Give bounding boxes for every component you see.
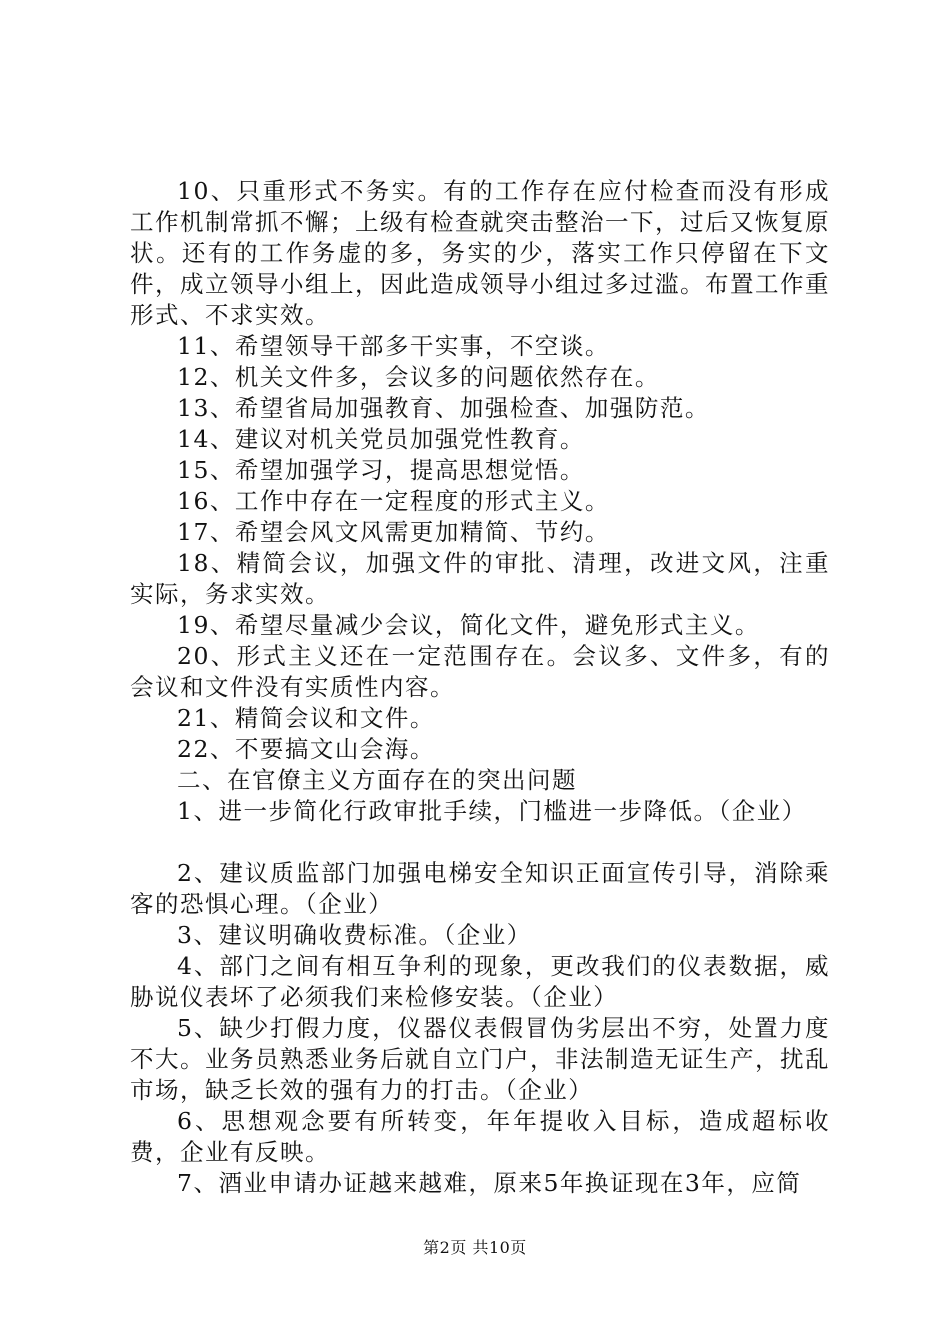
- paragraph-item-13: 13、希望省局加强教育、加强检查、加强防范。: [177, 394, 710, 422]
- paragraph-item-16: 16、工作中存在一定程度的形式主义。: [177, 487, 610, 515]
- paragraph-item-15: 15、希望加强学习，提高思想觉悟。: [177, 456, 585, 484]
- document-body: [130, 176, 830, 1199]
- paragraph-item-14: 14、建议对机关党员加强党性教育。: [177, 425, 585, 453]
- paragraph-item-b4: 4、部门之间有相互争利的现象，更改我们的仪表数据，威胁说仪表坏了必须我们来检修安装。（企业）: [130, 952, 830, 1011]
- page-number-footer: 第2页 共10页: [423, 1238, 527, 1257]
- paragraph-item-11: 11、希望领导干部多干实事，不空谈。: [177, 332, 610, 360]
- paragraph-item-19: 19、希望尽量减少会议，简化文件，避免形式主义。: [177, 611, 760, 639]
- paragraph-item-17: 17、希望会风文风需更加精简、节约。: [177, 518, 610, 546]
- paragraph-item-21: 21、精简会议和文件。: [177, 704, 435, 732]
- paragraph-item-b5: 5、缺少打假力度，仪器仪表假冒伪劣层出不穷，处置力度不大。业务员熟悉业务后就自立门户，非法制造无证生产，扰乱市场，缺乏长效的强有力的打击。（企业）: [130, 1014, 830, 1104]
- paragraph-item-20: 20、形式主义还在一定范围存在。会议多、文件多，有的会议和文件没有实质性内容。: [130, 642, 830, 701]
- paragraph-item-18: 18、精简会议，加强文件的审批、清理，改进文风，注重实际，务求实效。: [130, 549, 830, 608]
- paragraph-item-b1: 1、进一步简化行政审批手续，门槛进一步降低。（企业）: [177, 797, 807, 825]
- paragraph-item-b2: 2、建议质监部门加强电梯安全知识正面宣传引导，消除乘客的恐惧心理。（企业）: [130, 859, 830, 918]
- paragraph-item-b7: 7、酒业申请办证越来越难，原来5年换证现在3年，应简: [177, 1169, 802, 1197]
- paragraph-item-b3: 3、建议明确收费标准。（企业）: [177, 921, 532, 949]
- section-heading: 二、在官僚主义方面存在的突出问题: [177, 766, 577, 794]
- paragraph-item-12: 12、机关文件多，会议多的问题依然存在。: [177, 363, 660, 391]
- paragraph-item-22: 22、不要搞文山会海。: [177, 735, 435, 763]
- paragraph-item-10: 10、只重形式不务实。有的工作存在应付检查而没有形成工作机制常抓不懈；上级有检查就突击整治一下，过后又恢复原状。还有的工作务虚的多，务实的少，落实工作只停留在下文件，成立领导小组上，因此造成领导小组过多过滥。布置工作重形式、不求实效。: [130, 177, 830, 329]
- paragraph-item-b6: 6、思想观念要有所转变，年年提收入目标，造成超标收费，企业有反映。: [130, 1107, 830, 1166]
